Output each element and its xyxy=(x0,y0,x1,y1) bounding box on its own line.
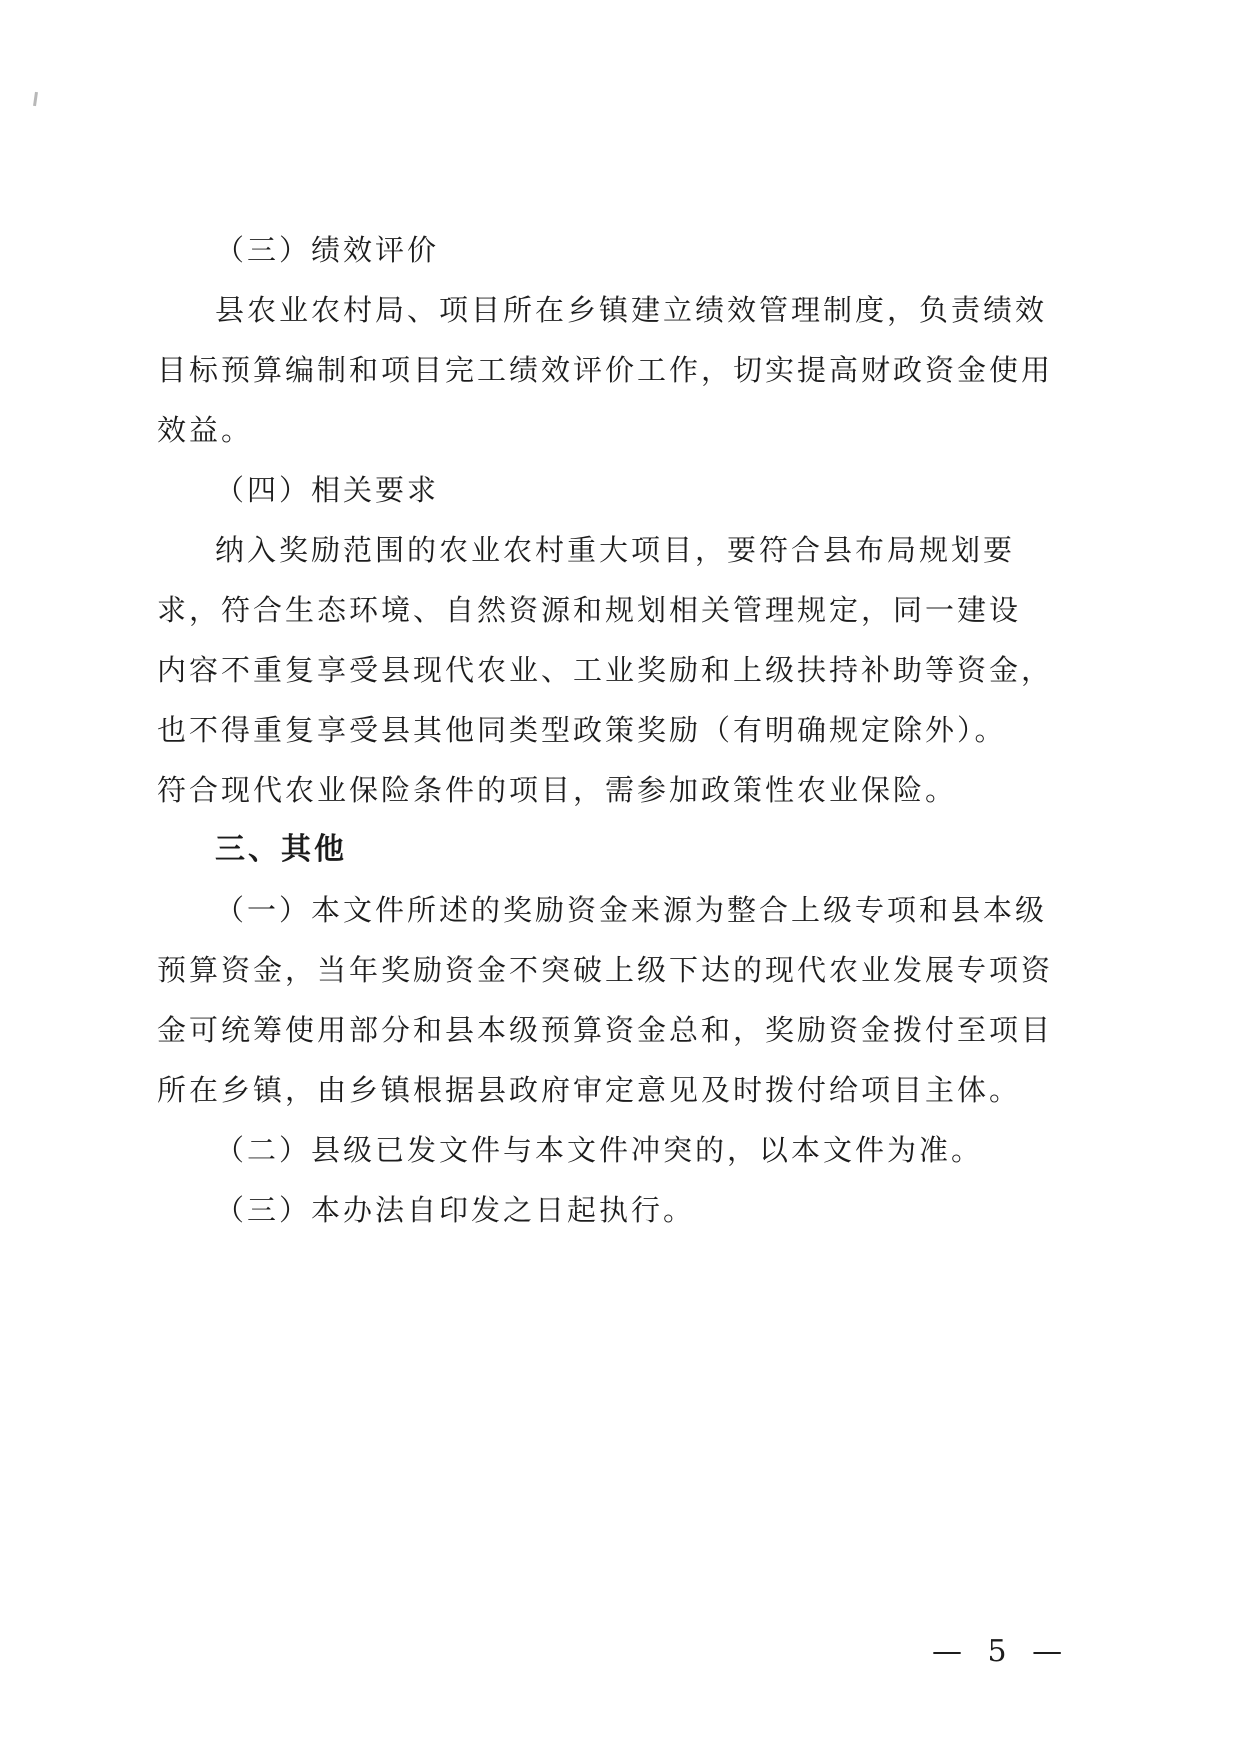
document-body xyxy=(157,220,1087,1240)
paragraph-line: （二）县级已发文件与本文件冲突的，以本文件为准。 xyxy=(215,1133,984,1167)
paragraph-line: 内容不重复享受县现代农业、工业奖励和上级扶持补助等资金， xyxy=(157,653,1054,687)
subheading-related-requirements: （四）相关要求 xyxy=(215,473,440,507)
paragraph-line: 目标预算编制和项目完工绩效评价工作，切实提高财政资金使用 xyxy=(157,353,1054,387)
paragraph-line: （一）本文件所述的奖励资金来源为整合上级专项和县本级 xyxy=(215,893,1048,927)
subheading-performance-evaluation: （三）绩效评价 xyxy=(215,233,440,267)
paragraph-line: 县农业农村局、项目所在乡镇建立绩效管理制度，负责绩效 xyxy=(215,293,1048,327)
page-number: — 5 — xyxy=(932,1634,1071,1669)
paragraph-line: 也不得重复享受县其他同类型政策奖励（有明确规定除外）。 xyxy=(157,713,1007,747)
paragraph-line: 所在乡镇，由乡镇根据县政府审定意见及时拨付给项目主体。 xyxy=(157,1073,1022,1107)
paragraph-line: 求，符合生态环境、自然资源和规划相关管理规定，同一建设 xyxy=(157,593,1022,627)
section-heading-other: 三、其他 xyxy=(215,832,347,867)
scan-speck xyxy=(33,92,38,106)
paragraph-line: 符合现代农业保险条件的项目，需参加政策性农业保险。 xyxy=(157,773,958,807)
paragraph-line: 金可统筹使用部分和县本级预算资金总和，奖励资金拨付至项目 xyxy=(157,1013,1054,1047)
paragraph-line: 效益。 xyxy=(157,413,254,447)
paragraph-line: 纳入奖励范围的农业农村重大项目，要符合县布局规划要 xyxy=(215,533,1016,567)
paragraph-line: （三）本办法自印发之日起执行。 xyxy=(215,1193,696,1227)
paragraph-line: 预算资金，当年奖励资金不突破上级下达的现代农业发展专项资 xyxy=(157,953,1054,987)
